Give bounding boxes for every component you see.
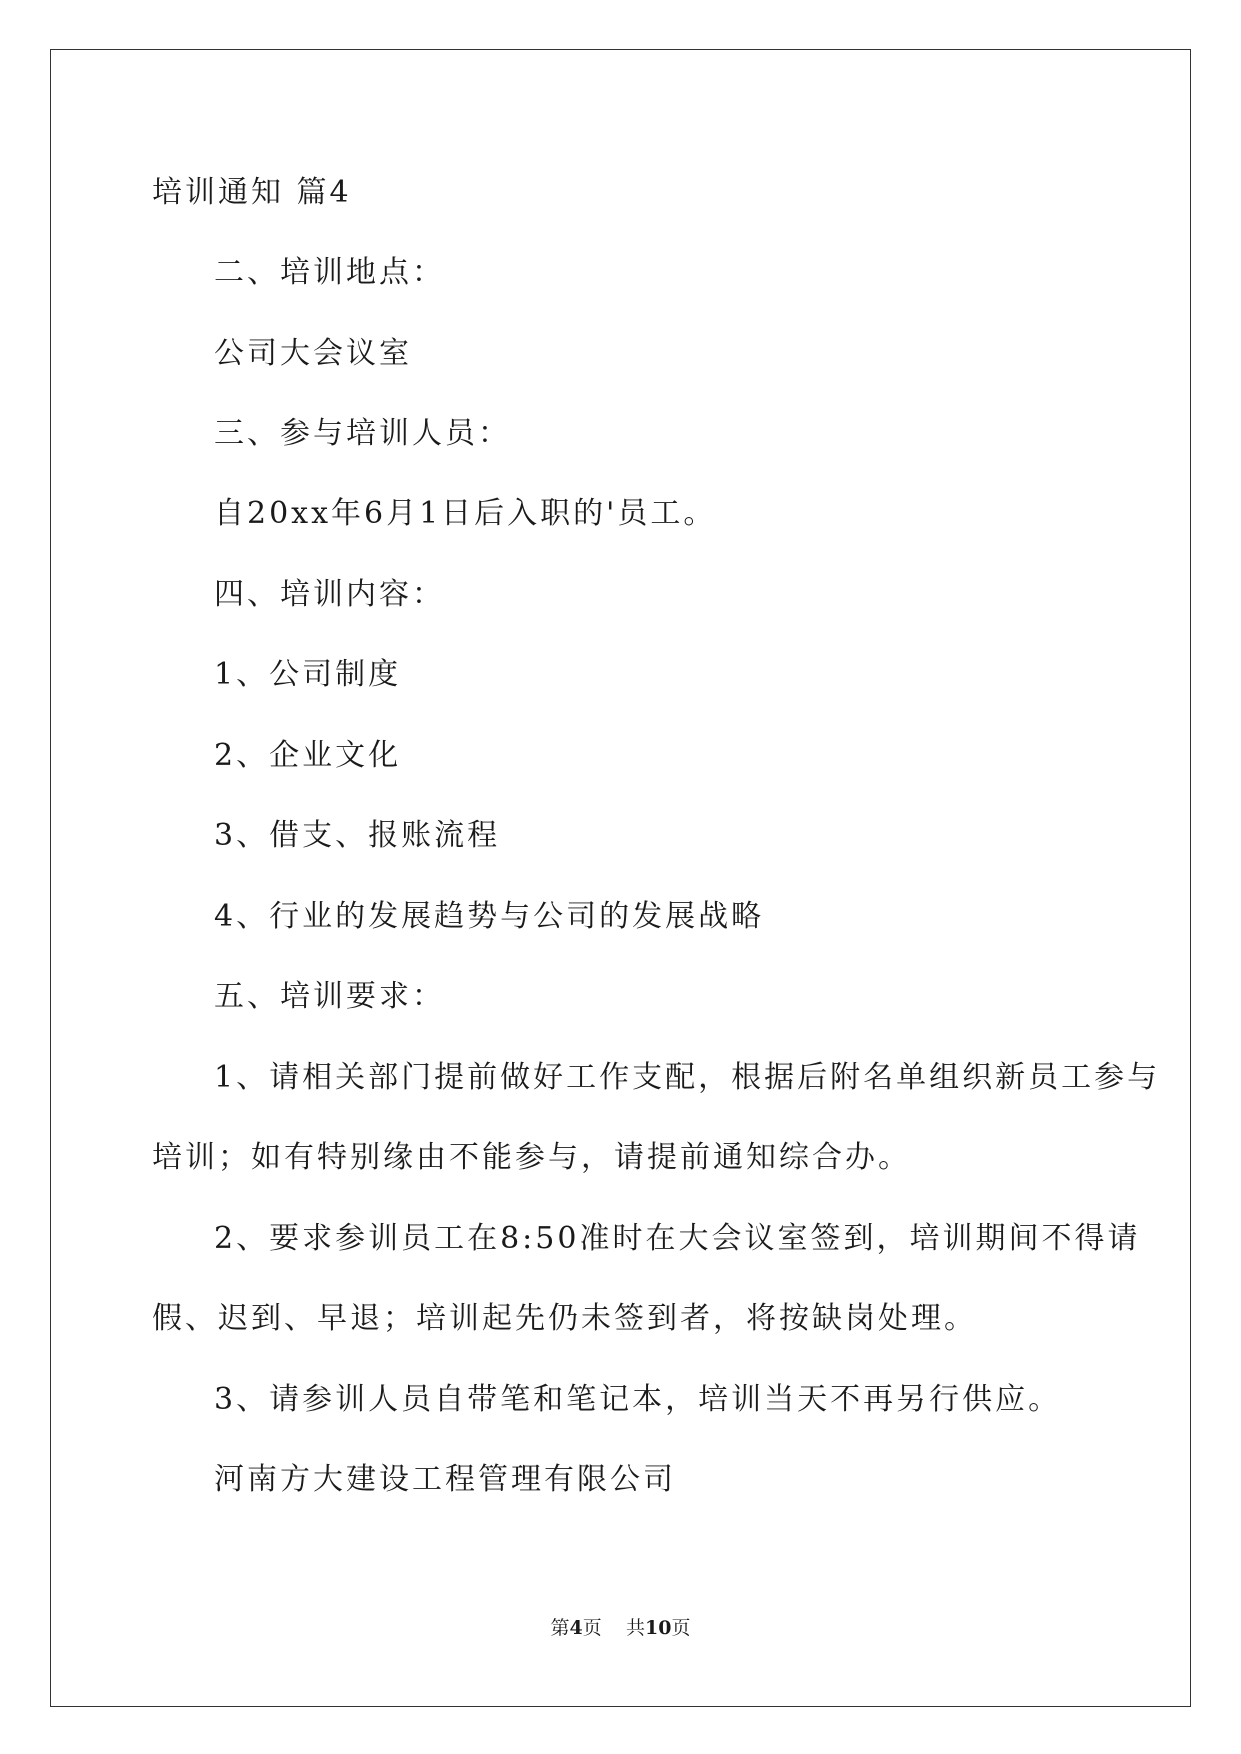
page-footer: [0, 1616, 1241, 1640]
paragraph-location: 公司大会议室: [214, 336, 412, 371]
list-item-content-1: 1、公司制度: [214, 657, 402, 692]
list-item-content-2: 2、企业文化: [214, 738, 402, 773]
page-frame: [50, 49, 1191, 1707]
section-heading-location: 二、培训地点：: [214, 255, 445, 290]
list-item-content-3: 3、借支、报账流程: [214, 818, 501, 853]
list-item-content-4: 4、行业的发展趋势与公司的发展战略: [214, 899, 765, 934]
requirement-3: 3、请参训人员自带笔和笔记本，培训当天不再另行供应。: [214, 1382, 1062, 1417]
footer-page-number: 4: [569, 1617, 583, 1639]
section-heading-participants: 三、参与培训人员：: [214, 416, 511, 451]
requirement-2-line-2: 假、迟到、早退；培训起先仍未签到者，将按缺岗处理。: [152, 1301, 977, 1336]
document-title: 培训通知 篇4: [152, 175, 352, 210]
footer-page-prefix: 第: [550, 1617, 570, 1639]
paragraph-participants: 自20xx年6月1日后入职的'员工。: [214, 496, 717, 531]
requirement-1-line-1: 1、请相关部门提前做好工作支配，根据后附名单组织新员工参与: [214, 1060, 1161, 1095]
footer-page-suffix: 页: [582, 1617, 602, 1639]
footer-total-prefix: 共: [625, 1617, 645, 1639]
footer-total-suffix: 页: [671, 1617, 691, 1639]
requirement-2-line-1: 2、要求参训员工在8:50准时在大会议室签到，培训期间不得请: [214, 1221, 1141, 1256]
section-heading-requirements: 五、培训要求：: [214, 979, 445, 1014]
company-signature: 河南方大建设工程管理有限公司: [214, 1462, 676, 1497]
footer-total-pages: 10: [644, 1617, 672, 1639]
section-heading-content: 四、培训内容：: [214, 577, 445, 612]
requirement-1-line-2: 培训；如有特别缘由不能参与，请提前通知综合办。: [152, 1140, 911, 1175]
